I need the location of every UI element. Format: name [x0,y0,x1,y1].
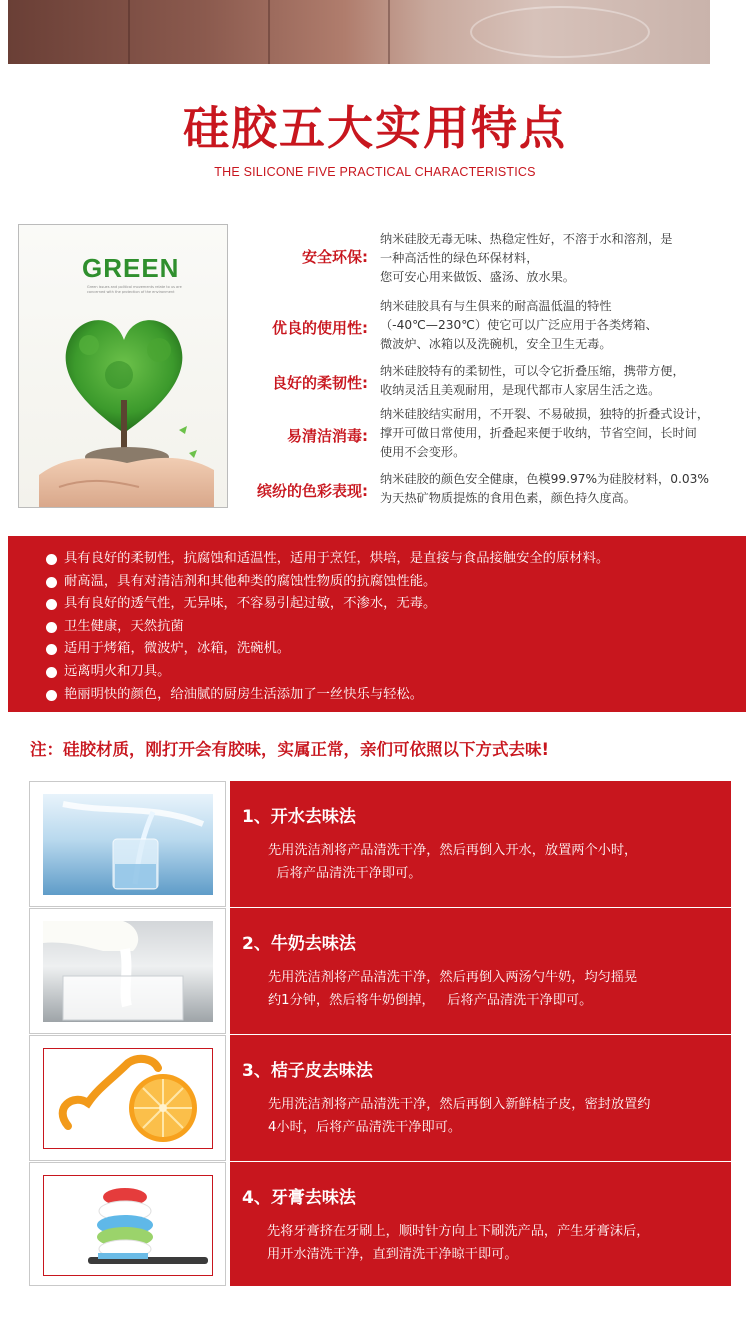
milk-glass-icon [43,921,213,1022]
orange-peel-image [29,1035,226,1161]
feature-line: 纳米硅胶特有的柔韧性，可以令它折叠压缩，携带方便， [380,364,685,378]
list-item: 卫生健康，天然抗菌 [46,616,746,639]
feature-line: 使用不会变形。 [380,445,466,459]
method-line: 先用洗洁剂将产品清洗干净，然后再倒入开水，放置两个小时， [268,843,638,858]
heart-tree-icon [19,225,228,508]
list-item: 适用于烤箱，微波炉，冰箱，洗碗机。 [46,638,746,661]
feature-line: 撑开可做日常使用，折叠起来便于收纳，节省空间，长时间 [380,426,697,440]
benefits-band [8,536,746,712]
bullet-icon [46,599,57,610]
method-line: 4小时，后将产品清洗干净即可。 [268,1120,462,1135]
list-item: 具有良好的柔韧性，抗腐蚀和适温性，适用于烹饪，烘培，是直接与食品接触安全的原材料。 [46,548,746,571]
method-title: 4、牙膏去味法 [242,1188,356,1208]
green-heart-tree-image [18,224,228,508]
method-line: 用开水清洗干净，直到清洗干净晾干即可。 [267,1247,518,1262]
feature-line: 纳米硅胶具有与生俱来的耐高温低温的特性 [380,299,612,313]
feature-line: 纳米硅胶无毒无味、热稳定性好，不溶于水和溶剂，是 [380,232,673,246]
bullet-icon [46,577,57,588]
feature-label: 缤纷的色彩表现: [257,482,368,500]
list-item: 具有良好的透气性，无异味，不容易引起过敏，不渗水，无毒。 [46,593,746,616]
feature-line: 纳米硅胶的颜色安全健康，色模99.97%为硅胶材料，0.03% [380,472,709,486]
green-logo-text: GREEN [82,253,180,283]
feature-colors [240,470,740,508]
odor-note: 注：硅胶材质，刚打开会有胶味，实属正常，亲们可依照以下方式去味! [30,740,550,759]
method-line: 先用洗洁剂将产品清洗干净，然后再倒入新鲜桔子皮，密封放置约 [268,1097,651,1112]
method-line: 后将产品清洗干净即可。 [268,866,422,881]
feature-line: 一种高活性的绿色环保材料， [380,251,539,265]
toothpaste-image [29,1162,226,1286]
method-panel-toothpaste [230,1162,731,1286]
feature-safe-eco [240,230,740,286]
page-subtitle: THE SILICONE FIVE PRACTICAL CHARACTERISTICS [214,165,536,179]
feature-label: 安全环保: [302,248,368,266]
feature-line: 为天热矿物质提炼的食用色素，颜色持久度高。 [380,491,636,505]
green-caption: Green issues and political movements relate to us are concerned with the protection of the environment [87,285,182,294]
bullet-icon [46,667,57,678]
feature-easy-clean [240,405,740,461]
method-panel-orange-peel [230,1035,731,1161]
list-item: 艳丽明快的颜色，给油腻的厨房生活添加了一丝快乐与轻松。 [46,684,746,707]
list-item: 耐高温，具有对清洁剂和其他种类的腐蚀性物质的抗腐蚀性能。 [46,571,746,594]
feature-label: 易清洁消毒: [287,427,368,445]
product-photo-banner [8,0,710,64]
method-line: 约1分钟，然后将牛奶倒掉， 后将产品清洗干净即可。 [268,993,593,1008]
method-title: 2、牛奶去味法 [242,934,356,954]
feature-line: 微波炉、冰箱以及洗碗机，安全卫生无毒。 [380,337,612,351]
method-title: 3、桔子皮去味法 [242,1061,373,1081]
method-line: 先用洗洁剂将产品清洗干净，然后再倒入两汤勺牛奶，均匀摇晃 [268,970,638,985]
method-panel-boiling-water [230,781,731,907]
page-title: 硅胶五大实用特点 [183,101,567,155]
list-item: 远离明火和刀具。 [46,661,746,684]
method-panel-milk [230,908,731,1034]
method-line: 先将牙膏挤在牙刷上，顺时针方向上下刷洗产品，产生牙膏沫后， [267,1224,650,1239]
feature-line: 收纳灵活且美观耐用，是现代都市人家居生活之选。 [380,383,661,397]
boiling-water-image [29,781,226,907]
milk-image [29,908,226,1034]
feature-line: 纳米硅胶结实耐用，不开裂、不易破损，独特的折叠式设计， [380,407,710,421]
feature-flexibility [240,362,740,400]
feature-line: 您可安心用来做饭、盛汤、放水果。 [380,270,575,284]
feature-label: 优良的使用性: [272,319,368,337]
method-title: 1、开水去味法 [242,807,356,827]
bullet-icon [46,690,57,701]
bullet-icon [46,644,57,655]
water-glass-icon [43,794,213,895]
bullet-icon [46,622,57,633]
feature-line: （-40℃—230℃）使它可以广泛应用于各类烤箱、 [380,318,658,332]
feature-usability [240,297,740,353]
feature-label: 良好的柔韧性: [272,374,368,392]
bullet-icon [46,554,57,565]
